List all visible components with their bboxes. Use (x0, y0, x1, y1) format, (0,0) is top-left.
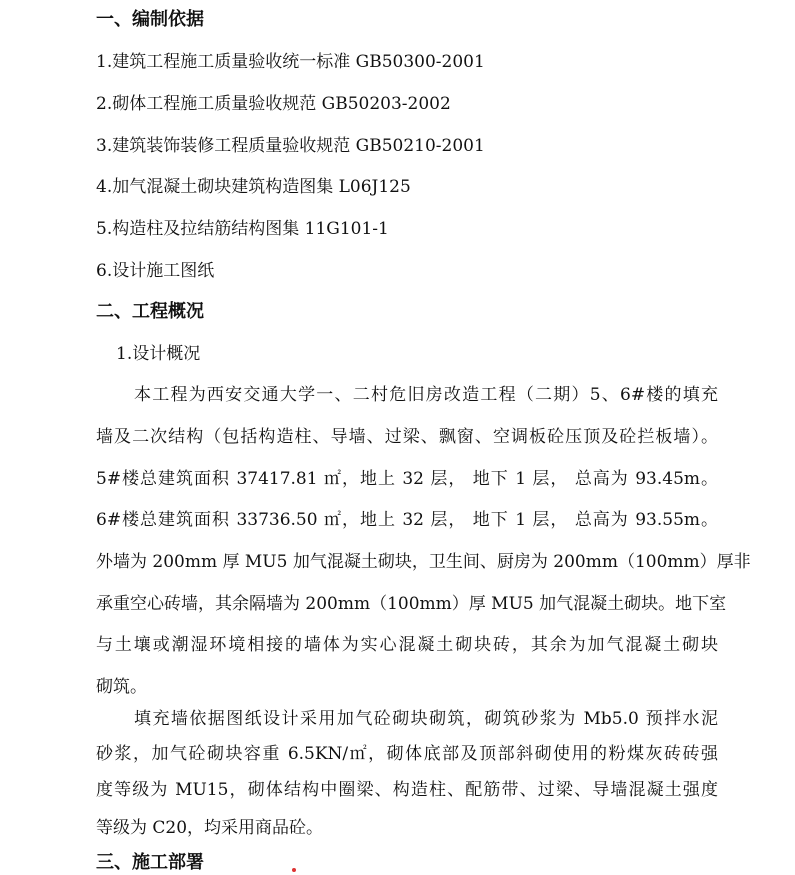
basis-item-5: 5.构造柱及拉结筋结构图集 11G101-1 (96, 219, 389, 239)
paragraph1-line-3: 5#楼总建筑面积 37417.81 ㎡，地上 32 层， 地下 1 层， 总高为 93.45m。 (96, 469, 718, 489)
section-heading-overview: 二、工程概况 (96, 301, 204, 322)
basis-item-1: 1.建筑工程施工质量验收统一标准 GB50300-2001 (96, 52, 485, 72)
paragraph2-line-2: 砂浆，加气砼砌块容重 6.5KN/㎡，砌体底部及顶部斜砌使用的粉煤灰砖砖强 (96, 744, 718, 764)
basis-item-2: 2.砌体工程施工质量验收规范 GB50203-2002 (96, 94, 451, 114)
basis-item-6: 6.设计施工图纸 (96, 261, 215, 281)
basis-item-4: 4.加气混凝土砌块建筑构造图集 L06J125 (96, 177, 411, 197)
decorative-mark (292, 868, 296, 872)
paragraph1-line-4: 6#楼总建筑面积 33736.50 ㎡，地上 32 层， 地下 1 层， 总高为 93.55m。 (96, 510, 718, 530)
paragraph2-line-4: 等级为 C20，均采用商品砼。 (96, 818, 324, 838)
paragraph2-line-3: 度等级为 MU15，砌体结构中圈梁、构造柱、配筋带、过梁、导墙混凝土强度 (96, 780, 718, 800)
paragraph1-line-5: 外墙为 200mm 厚 MU5 加气混凝土砌块，卫生间、厨房为 200mm（100mm）厚非 (96, 552, 751, 572)
paragraph1-line-7: 与土壤或潮湿环境相接的墙体为实心混凝土砌块砖，其余为加气混凝土砌块 (96, 635, 718, 655)
section-heading-deployment: 三、施工部署 (96, 852, 204, 873)
paragraph2-line-1: 填充墙依据图纸设计采用加气砼砌块砌筑，砌筑砂浆为 Mb5.0 预拌水泥 (134, 709, 718, 729)
paragraph1-line-1: 本工程为西安交通大学一、二村危旧房改造工程（二期）5、6#楼的填充 (134, 385, 718, 405)
paragraph1-line-6: 承重空心砖墙，其余隔墙为 200mm（100mm）厚 MU5 加气混凝土砌块。地下室 (96, 594, 727, 614)
paragraph1-line-2: 墙及二次结构（包括构造柱、导墙、过梁、飘窗、空调板砼压顶及砼拦板墙）。 (96, 427, 718, 447)
section-heading-basis: 一、编制依据 (96, 9, 204, 30)
subheading-design-overview: 1.设计概况 (116, 344, 201, 364)
basis-item-3: 3.建筑装饰装修工程质量验收规范 GB50210-2001 (96, 136, 485, 156)
paragraph1-line-8: 砌筑。 (96, 677, 147, 697)
